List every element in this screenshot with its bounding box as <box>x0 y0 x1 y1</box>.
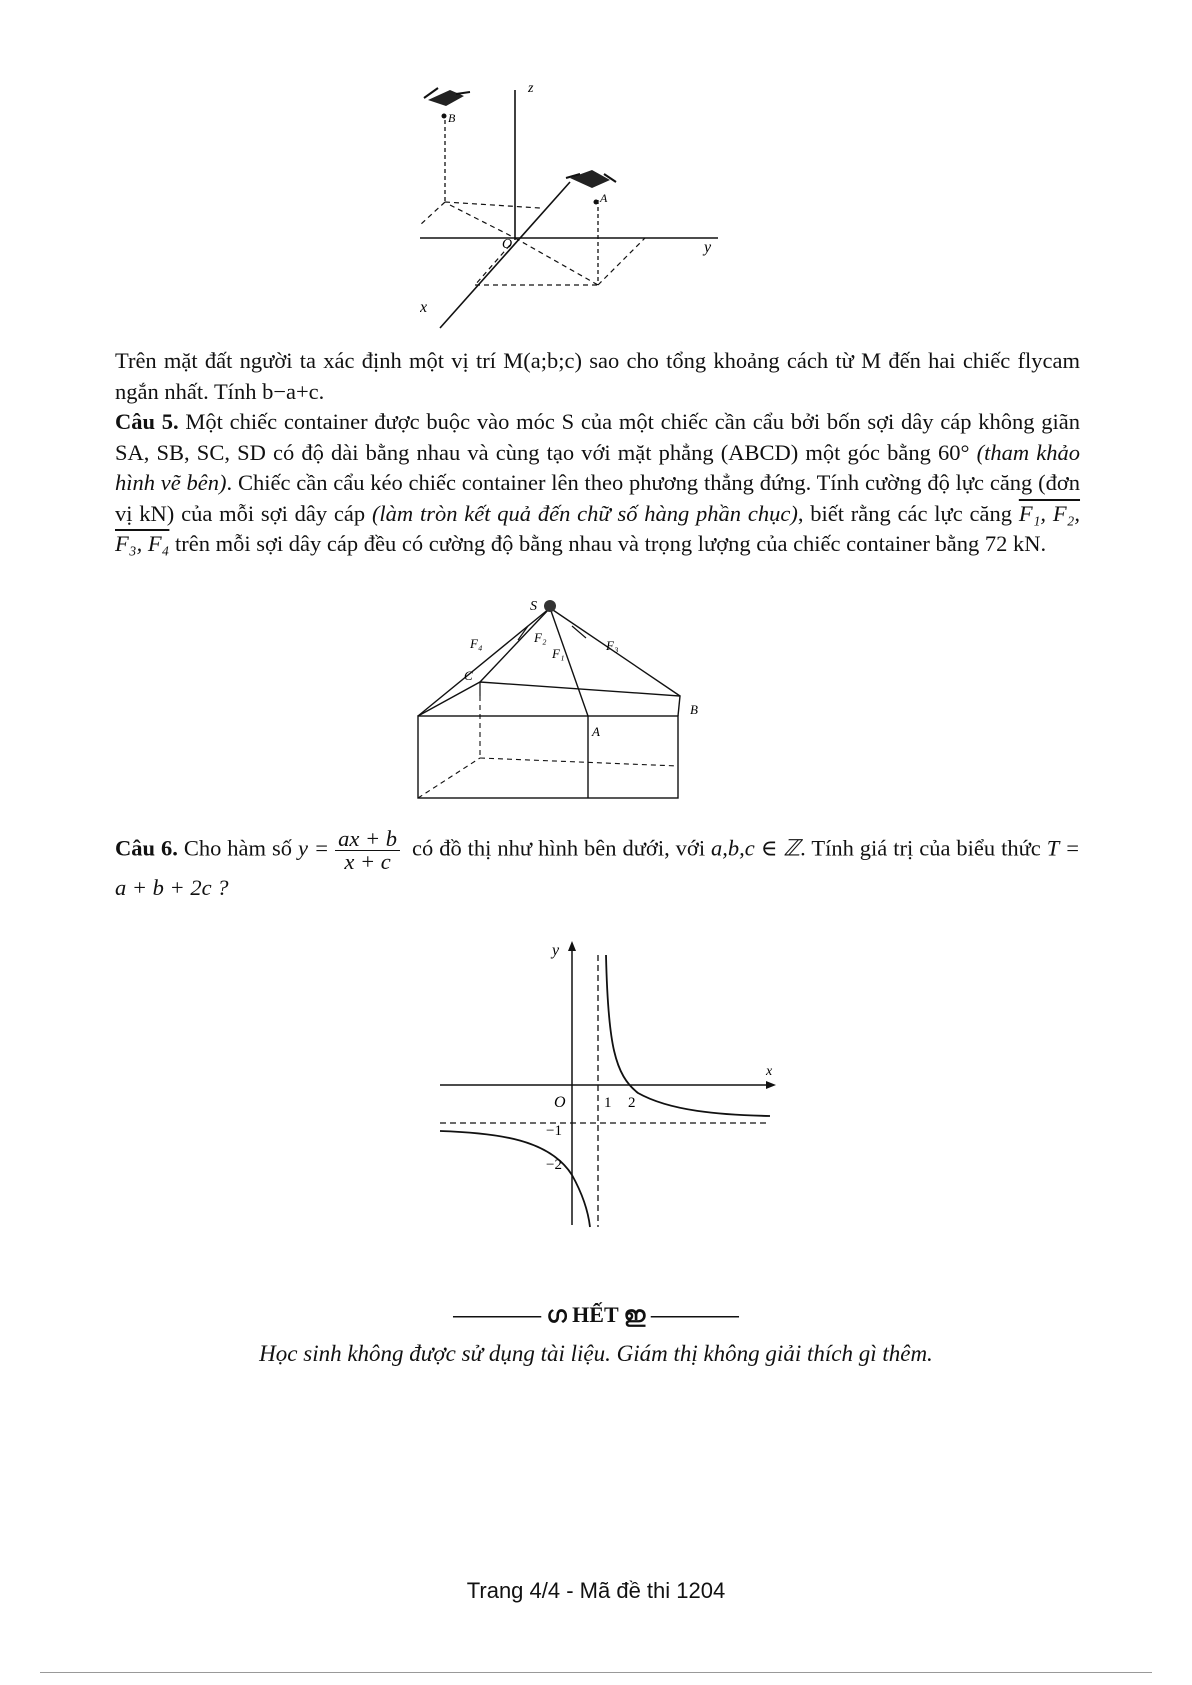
graph-origin-label: O <box>554 1094 566 1111</box>
question-6-condition: a,b,c ∈ ℤ <box>711 835 801 861</box>
axis-x-label: x <box>420 299 428 316</box>
force-f2-label: F₂ <box>534 630 547 645</box>
hook-s-label: S <box>530 599 537 614</box>
end-marker: ———— ഗ HẾT ഇ ———— <box>453 1302 739 1327</box>
point-a-label: A <box>600 191 608 205</box>
question-6-label: Câu 6. <box>115 835 178 861</box>
exam-note: Học sinh không được sử dụng tài liệu. Giám thị không giải thích gì thêm. <box>259 1341 933 1366</box>
question-5-text-c: , biết rằng các lực căng <box>797 500 1013 526</box>
question-4-tail <box>115 346 1080 407</box>
page-footer: Trang 4/4 - Mã đề thi 1204 <box>466 1578 726 1603</box>
force-f4-label: F₄ <box>470 636 483 651</box>
question-6-y-eq: y = <box>297 835 330 861</box>
force-f1-label: F₁ <box>552 646 565 661</box>
function-graph <box>430 935 790 1235</box>
flycam-b-icon <box>424 88 470 119</box>
question-5 <box>115 407 1080 560</box>
tick-minus-2-label: −2 <box>546 1157 562 1173</box>
question-5-text-d: trên mỗi sợi dây cáp đều có cường độ bằng nhau và trọng lượng của chiếc container bằng 72 kN. <box>175 531 1047 556</box>
question-6 <box>115 828 1080 904</box>
origin-label: O <box>502 237 513 252</box>
tick-minus-1-label: −1 <box>546 1123 562 1139</box>
question-5-text-b: . Chiếc cần cẩu kéo chiếc container lên theo phương thẳng đứng. Tính cường độ lực căng (đơn vị kN) của mỗi sợi dây cáp <box>115 470 1080 526</box>
question-4-text: Trên mặt đất người ta xác định một vị trí M(a;b;c) sao cho tổng khoảng cách từ M đến hai chiếc flycam ngắn nhất. Tính b−a+c. <box>115 348 1080 404</box>
corner-c-label: C <box>464 668 473 683</box>
tick-2-label: 2 <box>628 1095 636 1111</box>
graph-x-label: x <box>766 1064 773 1079</box>
question-5-text-a: Một chiếc container được buộc vào móc S của một chiếc cần cẩu bởi bốn sợi dây cáp không giãn SA, SB, SC, SD có độ dài bằng nhau và cùng tạo với mặt phẳng (ABCD) một góc bằng 60° <box>115 409 1080 465</box>
force-f3-label: F₃ <box>606 638 619 653</box>
corner-a-label: A <box>592 724 600 739</box>
axis-y-label: y <box>704 239 712 256</box>
container-figure <box>400 598 720 808</box>
question-6-fraction <box>335 828 400 873</box>
question-6-text-a: Cho hàm số <box>183 835 293 861</box>
flycam-a-icon <box>566 170 616 205</box>
question-6-text-b: có đồ thị như hình bên dưới, với <box>412 835 706 861</box>
graph-y-label: y <box>552 942 560 959</box>
fraction-numerator: ax + b <box>335 828 400 851</box>
axis-z-label: z <box>528 81 534 96</box>
corner-b-label: B <box>690 702 698 717</box>
point-b-label: B <box>448 111 456 125</box>
question-5-forces: F₁, F₂, F₃, F₄ <box>115 500 1081 556</box>
question-5-label: Câu 5. <box>115 409 179 434</box>
flycam-3d-figure <box>420 70 780 340</box>
question-5-ref: (tham khảo hình vẽ bên) <box>115 439 1081 495</box>
question-6-text-c: . Tính giá trị của biểu thức <box>800 835 1041 861</box>
fraction-denominator: x + c <box>344 849 391 874</box>
bottom-divider <box>40 1672 1152 1673</box>
question-6-expression: T = a + b + 2c ? <box>115 835 1081 900</box>
tick-1-label: 1 <box>604 1095 612 1111</box>
question-5-rounding: (làm tròn kết quả đến chữ số hàng phần chục) <box>371 500 798 526</box>
hook-icon <box>544 600 556 612</box>
